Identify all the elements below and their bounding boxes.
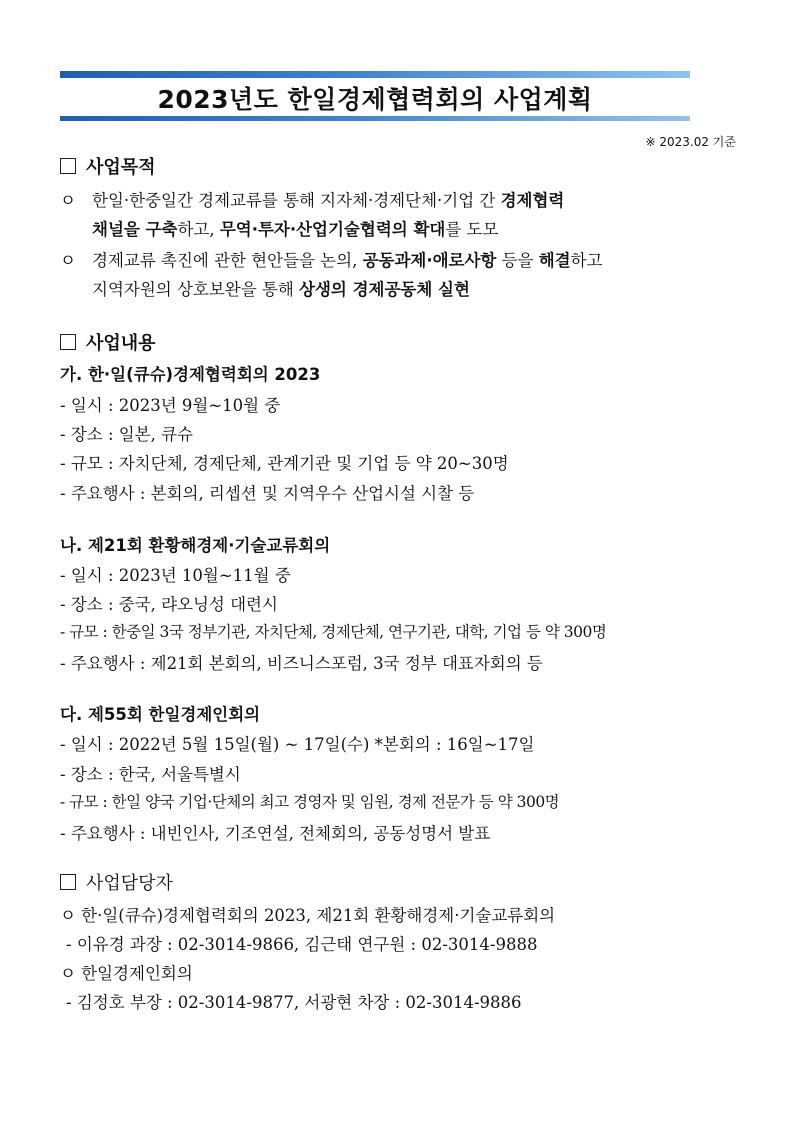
item-c-events: - 주요행사 : 내빈인사, 기조연설, 전체회의, 공동성명서 발표	[60, 824, 491, 843]
contacts-group-1-list: - 이유경 과장 : 02-3014-9866, 김근태 연구원 : 02-3014-9888	[66, 935, 538, 954]
section-content-heading: 사업내용	[60, 329, 156, 355]
contacts-group-1: ㅇ 한·일(큐슈)경제협력회의 2023, 제21회 환황해경제·기술교류회의	[60, 906, 556, 925]
purpose-bullet-2: ㅇ 경제교류 촉진에 관한 현안들을 논의, 공동과제·애로사항 등을 해결하고	[60, 251, 603, 270]
item-a-scale: - 규모 : 자치단체, 경제단체, 관계기관 및 기업 등 약 20~30명	[60, 454, 509, 473]
contacts-group-2-list: - 김정호 부장 : 02-3014-9877, 서광현 차장 : 02-3014-9886	[66, 993, 522, 1012]
item-b-title: 나. 제21회 환황해경제·기술교류회의	[60, 536, 331, 555]
item-a-date: - 일시 : 2023년 9월~10월 중	[60, 396, 281, 415]
section-contacts-heading: 사업담당자	[60, 869, 173, 895]
item-b-scale: - 규모 : 한중일 3국 정부기관, 자치단체, 경제단체, 연구기관, 대학, 기업 등 약 300명	[60, 623, 607, 641]
purpose-bullet-2-cont: 지역자원의 상호보완을 통해 상생의 경제공동체 실현	[92, 280, 470, 299]
item-a-events: - 주요행사 : 본회의, 리셉션 및 지역우수 산업시설 시찰 등	[60, 484, 475, 503]
checkbox-square-icon	[60, 158, 76, 174]
title-bottom-bar	[60, 116, 690, 121]
purpose-bullet-1-cont: 채널을 구축하고, 무역·투자·산업기술협력의 확대를 도모	[92, 220, 499, 239]
item-c-date: - 일시 : 2022년 5월 15일(월) ~ 17일(수) *본회의 : 16일~17일	[60, 735, 535, 754]
page-title: 2023년도 한일경제협력회의 사업계획	[157, 85, 593, 114]
section-purpose-heading: 사업목적	[60, 153, 156, 179]
contacts-group-2: ㅇ 한일경제인회의	[60, 964, 193, 983]
checkbox-square-icon	[60, 874, 76, 890]
item-b-date: - 일시 : 2023년 10월~11월 중	[60, 566, 291, 585]
item-b-place: - 장소 : 중국, 랴오닝성 대련시	[60, 595, 278, 614]
item-a-title: 가. 한·일(큐슈)경제협력회의 2023	[60, 365, 321, 384]
item-c-place: - 장소 : 한국, 서울특별시	[60, 765, 241, 784]
purpose-bullet-1: ㅇ 한일·한중일간 경제교류를 통해 지자체·경제단체·기업 간 경제협력	[60, 191, 565, 210]
item-b-events: - 주요행사 : 제21회 본회의, 비즈니스포럼, 3국 정부 대표자회의 등	[60, 654, 543, 673]
reference-date: ※ 2023.02 기준	[645, 135, 736, 149]
title-top-bar	[60, 71, 690, 78]
item-c-scale: - 규모 : 한일 양국 기업·단체의 최고 경영자 및 임원, 경제 전문가 등 약 300명	[60, 793, 560, 811]
checkbox-square-icon	[60, 334, 76, 350]
item-c-title: 다. 제55회 한일경제인회의	[60, 705, 261, 724]
item-a-place: - 장소 : 일본, 큐슈	[60, 425, 193, 444]
